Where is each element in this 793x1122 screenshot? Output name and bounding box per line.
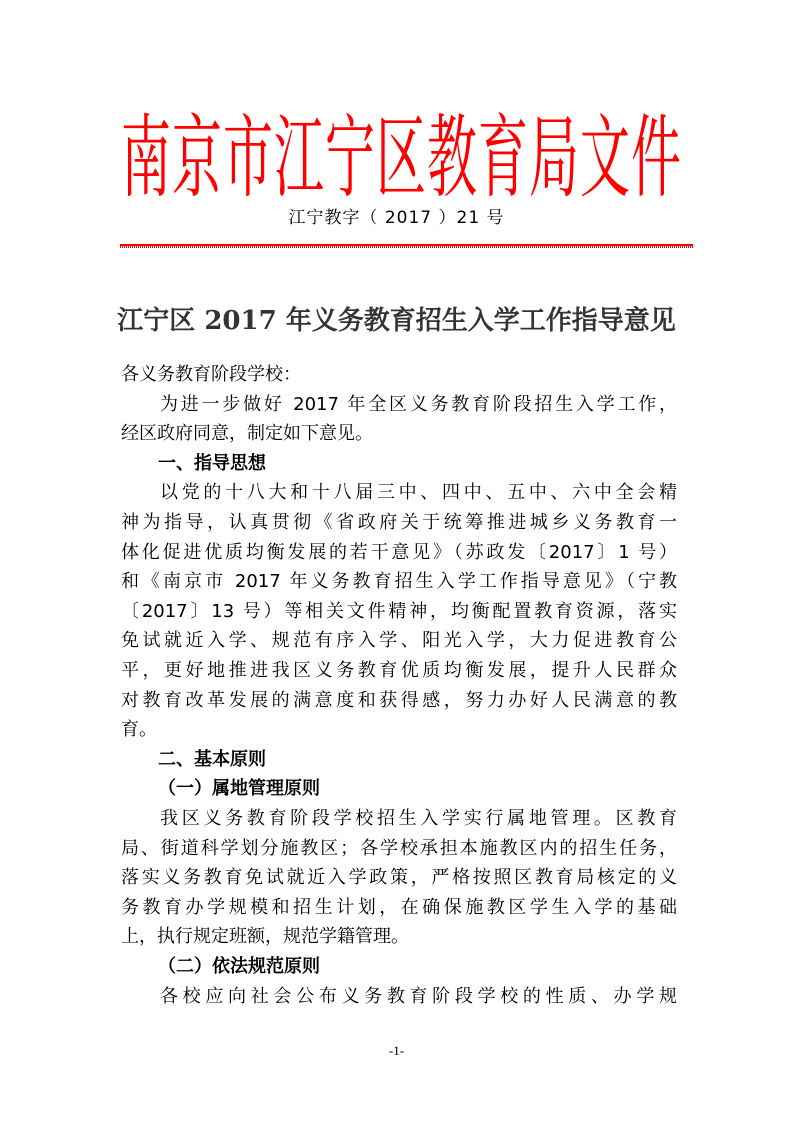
org-title-char: 局	[529, 105, 580, 211]
section-heading: （一）属地管理原则	[158, 778, 320, 800]
body-text-line: 和《南京市 2017 年义务教育招生入学工作指导意见》（宁教	[121, 571, 677, 593]
body-text-line: 落实义务教育免试就近入学政策，严格按照区教育局核定的义	[121, 867, 677, 889]
org-title-char: 江	[274, 105, 325, 211]
document-number: 江宁教字（ 2017 ）21 号	[288, 208, 505, 228]
org-title-char: 市	[223, 105, 274, 211]
section-heading: 一、指导思想	[158, 452, 266, 474]
body-text-line: 神为指导，认真贯彻《省政府关于统筹推进城乡义务教育一	[121, 512, 677, 533]
body-text-line: 〔2017〕13 号）等相关文件精神，均衡配置教育资源，落实	[121, 600, 677, 622]
body-text-line: 我区义务教育阶段学校招生入学实行属地管理。区教育	[160, 808, 677, 829]
body-text-line: 以党的十八大和十八届三中、四中、五中、六中全会精	[160, 482, 677, 504]
org-title-char: 育	[478, 105, 529, 211]
body-text-line: 平，更好地推进我区义务教育优质均衡发展，提升人民群众	[121, 660, 677, 681]
document-title: 江宁区 2017 年义务教育招生入学工作指导意见	[117, 306, 676, 336]
body-text-line: 经区政府同意，制定如下意见。	[121, 423, 373, 445]
org-title-char: 宁	[325, 105, 376, 211]
org-title-char: 教	[427, 105, 478, 211]
body-text-line: 体化促进优质均衡发展的若干意见》（苏政发〔2017〕1 号）	[121, 541, 677, 563]
body-text-line: 免试就近入学、规范有序入学、阳光入学，大力促进教育公	[121, 630, 677, 652]
org-title-char: 件	[631, 105, 682, 211]
body-text-line: 对教育改革发展的满意度和获得感，努力办好人民满意的教	[121, 689, 677, 711]
body-text-line: 各义务教育阶段学校：	[121, 364, 301, 385]
org-title-char: 京	[172, 105, 223, 211]
body-text-line: 育。	[121, 719, 157, 741]
section-heading: （二）依法规范原则	[158, 956, 320, 977]
issuing-authority-title	[121, 92, 682, 211]
body-text-line: 务教育办学规模和招生计划，在确保施教区学生入学的基础	[121, 896, 677, 918]
org-title-char: 区	[376, 105, 427, 211]
body-text-line: 各校应向社会公布义务教育阶段学校的性质、办学规	[160, 985, 677, 1007]
org-title-char: 文	[580, 105, 631, 211]
org-title-char: 南	[121, 105, 172, 211]
red-divider-line-dotted	[120, 246, 693, 248]
body-text-line: 为进一步做好 2017 年全区义务教育阶段招生入学工作，	[160, 393, 677, 415]
section-heading: 二、基本原则	[158, 748, 266, 770]
body-text-line: 上，执行规定班额，规范学籍管理。	[121, 926, 409, 948]
page-number: -1-	[388, 1043, 405, 1058]
body-text-line: 局、街道科学划分施教区；各学校承担本施教区内的招生任务，	[121, 837, 677, 859]
